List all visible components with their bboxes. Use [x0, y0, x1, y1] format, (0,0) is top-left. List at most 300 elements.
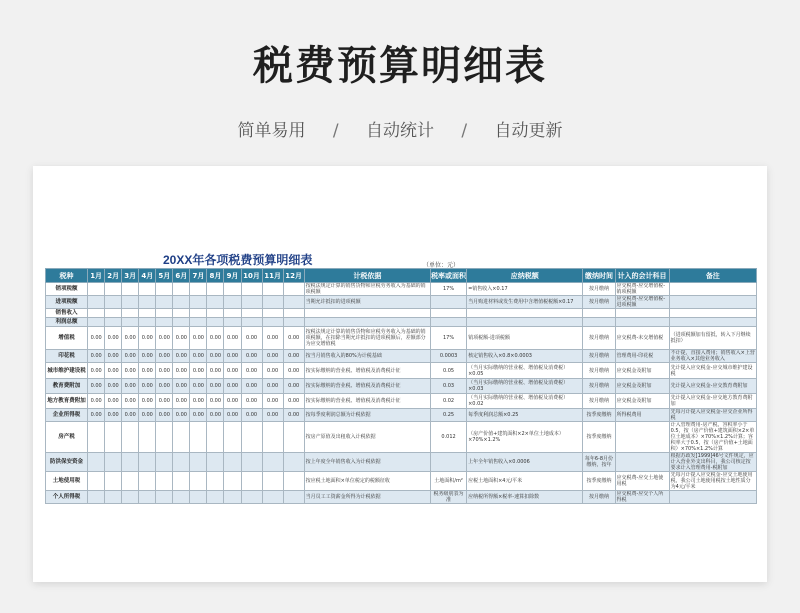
- table-cell[interactable]: 0.00: [156, 394, 173, 409]
- table-cell[interactable]: 按税法规定计算的销售货物和应税劳务收入为基础的销项税额: [304, 283, 430, 296]
- table-cell[interactable]: 0.0003: [431, 350, 467, 363]
- table-cell[interactable]: [122, 453, 139, 472]
- table-cell[interactable]: 0.00: [88, 394, 105, 409]
- column-header: 8月: [207, 269, 224, 283]
- table-cell[interactable]: [156, 472, 173, 491]
- table-cell[interactable]: 应交税金及附加: [615, 379, 669, 394]
- table-cell[interactable]: [283, 283, 304, 296]
- table-cell[interactable]: 0.00: [156, 379, 173, 394]
- table-cell[interactable]: [669, 296, 756, 309]
- table-cell[interactable]: 应交税费-应交增值税-进项税额: [615, 296, 669, 309]
- page-subtitle: [0, 116, 800, 141]
- table-cell[interactable]: 0.00: [88, 379, 105, 394]
- table-cell[interactable]: [190, 309, 207, 318]
- table-cell[interactable]: 0.00: [105, 363, 122, 379]
- table-cell[interactable]: 17%: [431, 327, 467, 350]
- table-cell[interactable]: 核定销售收入×0.8×0.0003: [467, 350, 583, 363]
- table-cell[interactable]: [431, 309, 467, 318]
- table-cell[interactable]: 应交税费-应交增值税-销项税额: [615, 283, 669, 296]
- table-cell[interactable]: 0.00: [241, 409, 262, 422]
- table-cell[interactable]: 0.00: [139, 409, 156, 422]
- table-cell[interactable]: [283, 491, 304, 504]
- table-cell[interactable]: 0.00: [241, 327, 262, 350]
- table-cell[interactable]: 计入管理费用-房产税，容积率小于0.5，按（房产价值+建筑面积×2×单位土地成本）×70%×1.2%计算；容积率大于0.5，按（房产价值+土地面积）×70%×1.2%计算: [669, 422, 756, 453]
- table-cell[interactable]: [262, 296, 283, 309]
- table-cell[interactable]: 销项税额-进项税额: [467, 327, 583, 350]
- column-header: 缴纳时间: [583, 269, 615, 283]
- table-cell[interactable]: 当月员工工资薪金所得为计税依据: [304, 491, 430, 504]
- table-cell[interactable]: 0.00: [241, 379, 262, 394]
- table-cell[interactable]: [583, 318, 615, 327]
- column-header: 计税依据: [304, 269, 430, 283]
- table-cell[interactable]: 按应税土地面积×单位税定的税额征收: [304, 472, 430, 491]
- column-header: 3月: [122, 269, 139, 283]
- table-cell[interactable]: 土地使用税: [46, 472, 88, 491]
- table-cell[interactable]: 0.00: [224, 327, 241, 350]
- table-cell[interactable]: [139, 491, 156, 504]
- table-cell[interactable]: 0.00: [88, 350, 105, 363]
- table-row: [46, 309, 757, 318]
- table-cell[interactable]: [224, 491, 241, 504]
- table-cell[interactable]: 先每月计提入应交税金-应交土地使用税，我公司土地使用税按土地性质分为4元/平米: [669, 472, 756, 491]
- table-cell[interactable]: 0.00: [283, 327, 304, 350]
- table-cell[interactable]: 按月缴纳: [583, 363, 615, 379]
- table-cell[interactable]: 按月缴纳: [583, 296, 615, 309]
- table-cell[interactable]: 0.00: [190, 350, 207, 363]
- table-cell[interactable]: [190, 453, 207, 472]
- table-cell[interactable]: 进项税额: [46, 296, 88, 309]
- table-cell[interactable]: 0.00: [262, 409, 283, 422]
- table-cell[interactable]: （进项税额加有留抵，转入下月继续抵扣）: [669, 327, 756, 350]
- table-cell[interactable]: [241, 283, 262, 296]
- table-cell[interactable]: 不计提，直接入费用；销售收入×上营业务收入×其他业务收入: [670, 350, 755, 362]
- table-cell[interactable]: [190, 318, 207, 327]
- table-cell[interactable]: [431, 318, 467, 327]
- table-cell[interactable]: 地方教育费附加: [46, 394, 88, 409]
- table-cell[interactable]: [173, 318, 190, 327]
- table-cell[interactable]: [88, 283, 105, 296]
- table-cell[interactable]: 0.00: [156, 363, 173, 379]
- table-cell[interactable]: 应交税金及附加: [615, 394, 669, 409]
- table-cell[interactable]: 0.25: [431, 409, 467, 422]
- table-cell[interactable]: 0.00: [122, 379, 139, 394]
- table-cell[interactable]: [105, 491, 122, 504]
- table-cell[interactable]: [190, 422, 207, 453]
- table-cell[interactable]: [467, 309, 583, 318]
- table-cell[interactable]: 0.00: [190, 363, 207, 379]
- table-cell[interactable]: [262, 309, 283, 318]
- table-cell[interactable]: [262, 472, 283, 491]
- table-cell[interactable]: [241, 453, 262, 472]
- table-cell[interactable]: 0.00: [139, 394, 156, 409]
- table-cell[interactable]: [224, 309, 241, 318]
- table-cell[interactable]: 销售收入: [46, 309, 88, 318]
- table-cell[interactable]: （房产价值+建筑面积×2×单位土地成本）×70%×1.2%: [467, 422, 583, 453]
- table-cell[interactable]: [241, 309, 262, 318]
- table-cell[interactable]: [139, 283, 156, 296]
- table-cell[interactable]: 按月缴纳: [583, 379, 615, 394]
- table-cell[interactable]: [431, 296, 467, 309]
- table-cell[interactable]: [156, 283, 173, 296]
- feature-auto-stats: 自动统计: [366, 121, 434, 141]
- table-cell[interactable]: [88, 472, 105, 491]
- table-cell[interactable]: [156, 453, 173, 472]
- table-cell[interactable]: 0.00: [156, 327, 173, 350]
- table-cell[interactable]: 0.00: [241, 350, 262, 363]
- table-cell[interactable]: 0.00: [139, 350, 156, 363]
- column-header: 10月: [241, 269, 262, 283]
- table-cell[interactable]: 按房产原值及出租收入计税依据: [304, 422, 430, 453]
- table-cell[interactable]: [262, 318, 283, 327]
- table-cell[interactable]: [173, 296, 190, 309]
- table-cell[interactable]: 0.00: [190, 379, 207, 394]
- table-cell[interactable]: [615, 309, 669, 318]
- table-cell[interactable]: [190, 296, 207, 309]
- table-cell[interactable]: [283, 318, 304, 327]
- table-cell[interactable]: 企业所得税: [46, 409, 88, 422]
- table-cell[interactable]: [431, 453, 467, 472]
- table-cell[interactable]: 城市维护建设税: [46, 363, 88, 379]
- column-header: 应纳税额: [467, 269, 583, 283]
- table-cell[interactable]: 0.00: [105, 409, 122, 422]
- table-cell[interactable]: 0.00: [224, 409, 241, 422]
- table-cell[interactable]: [139, 422, 156, 453]
- table-cell[interactable]: 0.00: [173, 409, 190, 422]
- table-cell[interactable]: 先计提入应交税金-应交地方教育费附加: [669, 394, 756, 409]
- tax-budget-table: [45, 268, 757, 504]
- feature-easy: 简单易用: [237, 121, 306, 141]
- table-cell[interactable]: [283, 296, 304, 309]
- table-cell[interactable]: 0.00: [241, 394, 262, 409]
- table-cell[interactable]: [207, 296, 224, 309]
- column-header: 1月: [88, 269, 105, 283]
- table-cell[interactable]: 当期允许抵扣的进项税额: [304, 296, 430, 309]
- table-cell[interactable]: 销项税额: [46, 283, 88, 296]
- table-cell[interactable]: [139, 296, 156, 309]
- table-cell[interactable]: [105, 422, 122, 453]
- page-title: 税费预算明细表: [253, 43, 547, 89]
- table-cell[interactable]: 应交税费-应交个人所得税: [615, 491, 669, 504]
- table-cell[interactable]: 0.00: [173, 379, 190, 394]
- table-cell[interactable]: 按月缴纳: [583, 283, 615, 296]
- table-row: [46, 472, 757, 491]
- table-cell[interactable]: 按季度缴纳: [583, 422, 615, 453]
- table-cell[interactable]: 房产税: [46, 422, 88, 453]
- table-cell[interactable]: 按季度缴纳: [583, 409, 615, 422]
- table-cell[interactable]: [241, 472, 262, 491]
- table-cell[interactable]: 0.00: [139, 363, 156, 379]
- column-header: 备注: [669, 269, 756, 283]
- table-cell[interactable]: [262, 283, 283, 296]
- table-cell[interactable]: 0.00: [283, 394, 304, 409]
- spreadsheet-preview: [33, 166, 767, 582]
- table-cell[interactable]: [173, 283, 190, 296]
- table-cell[interactable]: 0.00: [262, 363, 283, 379]
- table-cell[interactable]: 0.00: [190, 394, 207, 409]
- table-cell[interactable]: [283, 309, 304, 318]
- table-cell[interactable]: 0.00: [283, 409, 304, 422]
- table-cell[interactable]: [105, 453, 122, 472]
- table-cell[interactable]: [105, 296, 122, 309]
- table-cell[interactable]: [139, 318, 156, 327]
- table-cell[interactable]: [207, 422, 224, 453]
- table-cell[interactable]: [173, 472, 190, 491]
- table-cell[interactable]: 印花税: [46, 350, 88, 363]
- table-cell[interactable]: [283, 453, 304, 472]
- table-cell[interactable]: [241, 422, 262, 453]
- table-row: [46, 491, 757, 504]
- table-cell[interactable]: 当月购进材料或发生费用中含增值税税额×0.17: [467, 296, 583, 309]
- table-cell[interactable]: 防洪保安资金: [46, 453, 88, 472]
- table-cell[interactable]: [207, 491, 224, 504]
- table-cell[interactable]: [615, 318, 669, 327]
- table-cell[interactable]: =销售收入×0.17: [467, 283, 583, 296]
- table-cell[interactable]: 按实际缴纳的营业税、增值税及消费税计征: [304, 379, 430, 394]
- subtitle-separator: /: [461, 121, 468, 141]
- table-cell[interactable]: 按月缴纳: [583, 327, 615, 350]
- table-cell[interactable]: [241, 318, 262, 327]
- column-header: 6月: [173, 269, 190, 283]
- table-cell[interactable]: [669, 318, 756, 327]
- table-cell[interactable]: [88, 318, 105, 327]
- table-cell[interactable]: [139, 309, 156, 318]
- table-cell[interactable]: 按每季度利润总额为计税依据: [304, 409, 430, 422]
- table-cell[interactable]: [173, 453, 190, 472]
- table-cell[interactable]: 0.03: [431, 379, 467, 394]
- column-header: 9月: [224, 269, 241, 283]
- table-cell[interactable]: 先计提入应交税金-应交城市维护建设税: [669, 363, 756, 379]
- table-cell[interactable]: 0.00: [241, 363, 262, 379]
- table-cell[interactable]: 0.00: [207, 409, 224, 422]
- table-cell[interactable]: 根据苏政发[1999]46号文件规定，应计入营业外支出科目，我公司核定按要求计入管理费用-税附加: [669, 453, 756, 472]
- table-cell[interactable]: [583, 309, 615, 318]
- table-cell[interactable]: 应纳税所得额×税率-速算扣除数: [467, 491, 583, 504]
- table-cell[interactable]: [156, 296, 173, 309]
- table-cell[interactable]: 0.00: [122, 363, 139, 379]
- table-cell[interactable]: 0.00: [105, 327, 122, 350]
- table-cell[interactable]: [156, 491, 173, 504]
- table-cell[interactable]: [262, 453, 283, 472]
- table-cell[interactable]: [224, 422, 241, 453]
- table-cell[interactable]: 0.00: [173, 394, 190, 409]
- table-cell[interactable]: [615, 453, 669, 472]
- table-cell[interactable]: 0.00: [122, 409, 139, 422]
- table-cell[interactable]: 每季度利润总额×0.25: [467, 409, 583, 422]
- subtitle-separator: /: [332, 121, 339, 141]
- table-header-row: [46, 269, 757, 283]
- table-cell[interactable]: 0.00: [88, 363, 105, 379]
- column-header: 11月: [262, 269, 283, 283]
- table-cell[interactable]: 0.00: [105, 394, 122, 409]
- table-cell[interactable]: [241, 296, 262, 309]
- table-cell[interactable]: [173, 422, 190, 453]
- table-cell[interactable]: 0.00: [207, 379, 224, 394]
- table-cell[interactable]: 0.00: [173, 327, 190, 350]
- table-cell[interactable]: [224, 453, 241, 472]
- table-cell[interactable]: [122, 472, 139, 491]
- table-cell[interactable]: 0.00: [156, 409, 173, 422]
- table-row: [46, 350, 757, 363]
- table-cell[interactable]: 上年全年销售收入×0.0006: [467, 453, 583, 472]
- table-cell[interactable]: 0.00: [88, 327, 105, 350]
- table-cell[interactable]: 税务级别表为准: [431, 491, 467, 504]
- table-cell[interactable]: [173, 491, 190, 504]
- table-cell[interactable]: [304, 318, 430, 327]
- table-cell[interactable]: 0.00: [283, 379, 304, 394]
- column-header: 计入的会计科目: [615, 269, 669, 283]
- table-cell[interactable]: [207, 309, 224, 318]
- table-cell[interactable]: [669, 309, 756, 318]
- table-cell[interactable]: 0.00: [207, 350, 224, 363]
- table-cell[interactable]: 0.00: [224, 350, 241, 363]
- table-cell[interactable]: [262, 422, 283, 453]
- table-cell[interactable]: 0.012: [431, 422, 467, 453]
- table-cell[interactable]: 0.00: [262, 379, 283, 394]
- table-cell[interactable]: 0.00: [88, 409, 105, 422]
- table-cell[interactable]: [156, 422, 173, 453]
- table-cell[interactable]: 先每月计提入应交税金-应交企业所得税: [669, 409, 756, 422]
- table-row: [46, 379, 757, 394]
- table-cell[interactable]: 0.00: [190, 409, 207, 422]
- table-cell[interactable]: 管理费用-印花税: [615, 350, 669, 363]
- table-cell[interactable]: 17%: [431, 283, 467, 296]
- table-cell[interactable]: [88, 422, 105, 453]
- sheet-unit: （单位：元）: [423, 262, 460, 269]
- table-cell[interactable]: 按月缴纳: [583, 491, 615, 504]
- table-cell[interactable]: [283, 472, 304, 491]
- table-cell[interactable]: [224, 318, 241, 327]
- table-cell[interactable]: [105, 309, 122, 318]
- table-cell[interactable]: 0.00: [207, 327, 224, 350]
- table-cell[interactable]: [283, 422, 304, 453]
- table-cell[interactable]: [241, 491, 262, 504]
- table-cell[interactable]: 0.00: [224, 379, 241, 394]
- table-cell[interactable]: 先计提入应交税金-应交教育费附加: [669, 379, 756, 394]
- table-cell[interactable]: 每年6-8月份缴纳，按年: [583, 453, 615, 472]
- table-cell[interactable]: [122, 318, 139, 327]
- column-header: 7月: [190, 269, 207, 283]
- table-cell[interactable]: 0.00: [224, 363, 241, 379]
- table-cell[interactable]: [615, 422, 669, 453]
- table-cell[interactable]: 0.02: [431, 394, 467, 409]
- table-cell[interactable]: [156, 309, 173, 318]
- table-cell[interactable]: [304, 309, 430, 318]
- table-cell[interactable]: [105, 318, 122, 327]
- table-cell[interactable]: [88, 491, 105, 504]
- table-cell[interactable]: 0.00: [173, 350, 190, 363]
- table-cell[interactable]: [122, 283, 139, 296]
- table-cell[interactable]: 0.00: [105, 350, 122, 363]
- table-row: [46, 409, 757, 422]
- table-cell[interactable]: [207, 472, 224, 491]
- table-cell[interactable]: 应交税费-应交土地使用税: [615, 472, 669, 491]
- table-cell[interactable]: 按月缴纳: [583, 394, 615, 409]
- table-cell[interactable]: 0.00: [190, 327, 207, 350]
- table-cell[interactable]: [156, 318, 173, 327]
- table-cell[interactable]: 0.00: [139, 327, 156, 350]
- table-cell[interactable]: [88, 296, 105, 309]
- table-cell[interactable]: 0.05: [431, 363, 467, 379]
- table-cell[interactable]: 0.00: [283, 350, 304, 363]
- table-cell[interactable]: 个人所得税: [46, 491, 88, 504]
- table-cell[interactable]: 按季度缴纳: [583, 472, 615, 491]
- table-cell[interactable]: 0.00: [122, 327, 139, 350]
- table-cell[interactable]: [207, 453, 224, 472]
- table-cell[interactable]: 0.00: [173, 363, 190, 379]
- table-cell[interactable]: [669, 491, 756, 504]
- table-row: [46, 296, 757, 309]
- table-cell[interactable]: [207, 283, 224, 296]
- table-cell[interactable]: 0.00: [122, 350, 139, 363]
- table-cell[interactable]: [173, 309, 190, 318]
- table-cell[interactable]: [262, 491, 283, 504]
- table-cell[interactable]: 0.00: [262, 350, 283, 363]
- table-cell[interactable]: 按月缴纳: [583, 350, 615, 363]
- table-cell[interactable]: [190, 472, 207, 491]
- table-cell[interactable]: [467, 318, 583, 327]
- table-row: [46, 422, 757, 453]
- table-cell[interactable]: （当月实际缴纳的营业税、增值税及消费税）×0.05: [467, 363, 583, 379]
- table-cell[interactable]: 应交税费-未交增值税: [615, 327, 669, 350]
- table-cell[interactable]: [224, 283, 241, 296]
- table-cell[interactable]: 0.00: [122, 394, 139, 409]
- table-cell[interactable]: 利润总额: [46, 318, 88, 327]
- table-cell[interactable]: [88, 453, 105, 472]
- feature-auto-update: 自动更新: [494, 121, 563, 141]
- table-cell[interactable]: （当月实际缴纳的营业税、增值税及消费税）×0.02: [467, 394, 583, 409]
- table-cell[interactable]: [669, 283, 756, 296]
- table-cell[interactable]: [122, 422, 139, 453]
- table-cell[interactable]: 0.00: [207, 363, 224, 379]
- table-cell[interactable]: 按税法规定计算的销售货物和应税劳务收入为基础的销项税额，在扣除当期允许抵扣的进项税额后，差额部分为应交增值税: [304, 327, 430, 350]
- table-cell[interactable]: 0.00: [262, 327, 283, 350]
- table-cell[interactable]: （当月实际缴纳的营业税、增值税及消费税）×0.03: [467, 379, 583, 394]
- table-cell[interactable]: [105, 283, 122, 296]
- table-cell[interactable]: 按上年度全年销售收入为计税依据: [304, 453, 430, 472]
- table-cell[interactable]: [207, 318, 224, 327]
- table-cell[interactable]: [122, 309, 139, 318]
- table-cell[interactable]: 土地面积/m²: [431, 472, 467, 491]
- column-header: 12月: [283, 269, 304, 283]
- table-cell[interactable]: 0.00: [105, 379, 122, 394]
- table-cell[interactable]: [224, 472, 241, 491]
- table-cell[interactable]: 按实际缴纳的营业税、增值税及消费税计征: [304, 363, 430, 379]
- table-cell[interactable]: 教育费附加: [46, 379, 88, 394]
- table-cell[interactable]: [190, 283, 207, 296]
- table-cell[interactable]: [139, 453, 156, 472]
- table-cell[interactable]: 应税土地面积×4元/平米: [467, 472, 583, 491]
- table-cell[interactable]: [122, 296, 139, 309]
- table-cell[interactable]: [105, 472, 122, 491]
- table-cell[interactable]: [190, 491, 207, 504]
- table-cell[interactable]: 0.00: [262, 394, 283, 409]
- table-cell[interactable]: 增值税: [46, 327, 88, 350]
- table-cell[interactable]: 应交税金及附加: [615, 363, 669, 379]
- table-cell[interactable]: 所得税费用: [615, 409, 669, 422]
- table-cell[interactable]: 0.00: [224, 394, 241, 409]
- table-cell[interactable]: 按实际缴纳的营业税、增值税及消费税计征: [304, 394, 430, 409]
- table-cell[interactable]: 按当月销售收入的80%为计税基础: [304, 350, 430, 363]
- table-row: [46, 327, 757, 350]
- table-cell[interactable]: 0.00: [283, 363, 304, 379]
- table-cell[interactable]: [224, 296, 241, 309]
- table-cell[interactable]: 0.00: [207, 394, 224, 409]
- table-cell[interactable]: [88, 309, 105, 318]
- table-cell[interactable]: [139, 472, 156, 491]
- table-cell[interactable]: [122, 491, 139, 504]
- table-cell[interactable]: 0.00: [156, 350, 173, 363]
- table-cell[interactable]: 0.00: [139, 379, 156, 394]
